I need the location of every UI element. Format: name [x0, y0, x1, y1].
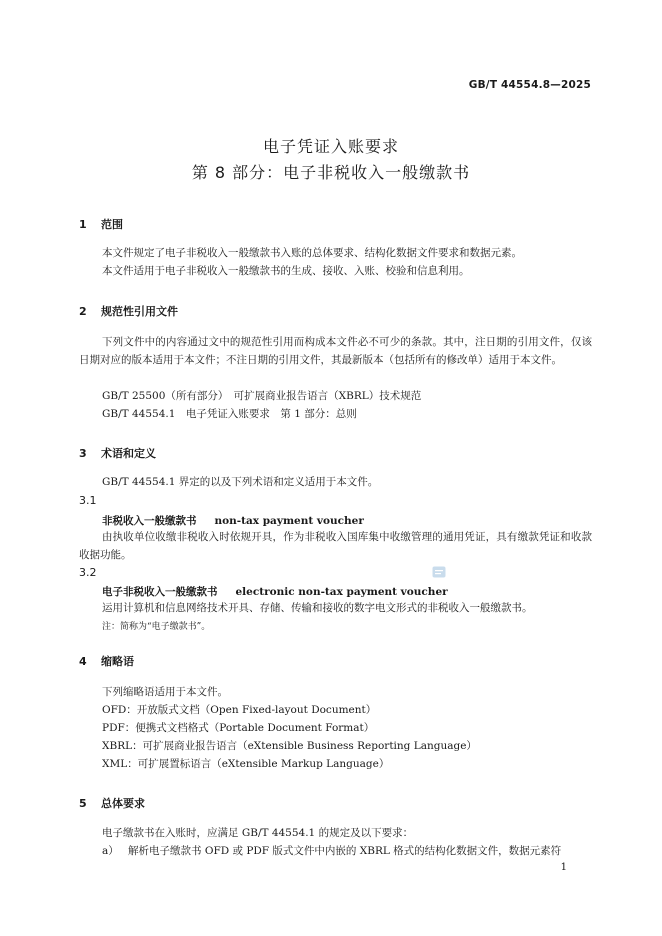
- term-entry: [102, 584, 448, 599]
- section-4-heading: [79, 653, 134, 669]
- list-item-label: a）: [102, 845, 119, 857]
- paragraph: 本文件适用于电子非税收入一般缴款书的生成、接收、入账、校验和信息利用。: [102, 265, 470, 277]
- watermark-icon: [432, 566, 446, 578]
- term-note: 注：简称为“电子缴款书”。: [102, 622, 211, 632]
- term-number: 3.2: [79, 566, 97, 579]
- paragraph: 电子缴款书在入账时，应满足 GB/T 44554.1 的规定及以下要求：: [102, 827, 414, 839]
- term-entry: [102, 513, 364, 528]
- term-chinese: 非税收入一般缴款书: [102, 515, 197, 527]
- section-5-heading: [79, 795, 145, 811]
- normative-reference: GB/T 44554.1 电子凭证入账要求 第 1 部分：总则: [102, 408, 357, 420]
- section-3-heading: [79, 445, 156, 461]
- section-number: 2: [79, 305, 87, 318]
- paragraph: GB/T 44554.1 界定的以及下列术语和定义适用于本文件。: [102, 476, 379, 488]
- abbreviation-item: XBRL：可扩展商业报告语言（eXtensible Business Reporting Language）: [102, 740, 477, 752]
- normative-reference: GB/T 25500（所有部分） 可扩展商业报告语言（XBRL）技术规范: [102, 390, 422, 402]
- section-number: 5: [79, 797, 87, 810]
- abbreviation-item: XML：可扩展置标语言（eXtensible Markup Language）: [102, 758, 390, 770]
- abbreviation-item: OFD：开放版式文档（Open Fixed-layout Document）: [102, 704, 377, 716]
- page-number: 1: [560, 862, 567, 873]
- list-item-text: 解析电子缴款书 OFD 或 PDF 版式文件中内嵌的 XBRL 格式的结构化数据文件，数据元素符: [128, 845, 562, 857]
- paragraph: 下列缩略语适用于本文件。: [102, 686, 228, 698]
- term-english: non-tax payment voucher: [214, 515, 364, 527]
- term-chinese: 电子非税收入一般缴款书: [102, 586, 218, 598]
- section-number: 4: [79, 655, 87, 668]
- abbreviation-item: PDF：便携式文档格式（Portable Document Format）: [102, 722, 375, 734]
- section-2-heading: [79, 303, 178, 319]
- section-title: 缩略语: [101, 655, 134, 668]
- document-title: 电子凭证入账要求: [262, 137, 399, 156]
- section-1-heading: [79, 216, 123, 232]
- term-number: 3.1: [79, 494, 97, 507]
- section-title: 规范性引用文件: [101, 305, 178, 318]
- standard-number: GB/T 44554.8—2025: [468, 79, 591, 91]
- term-definition: 由执收单位收缴非税收入时依规开具，作为非税收入国库集中收缴管理的通用凭证，具有缴款凭证和收款收据功能。: [79, 531, 592, 561]
- document-subtitle: 第 8 部分：电子非税收入一般缴款书: [191, 163, 471, 182]
- section-title: 总体要求: [101, 797, 145, 810]
- paragraph: 下列文件中的内容通过文中的规范性引用而构成本文件必不可少的条款。其中，注日期的引用文件，仅该日期对应的版本适用于本文件；不注日期的引用文件，其最新版本（包括所有的修改单）适用于本文件。: [79, 336, 592, 366]
- list-item: [102, 843, 561, 858]
- section-title: 术语和定义: [101, 447, 156, 460]
- term-definition: 运用计算机和信息网络技术开具、存储、传输和接收的数字电文形式的非税收入一般缴款书。: [102, 602, 533, 614]
- section-number: 1: [79, 218, 87, 231]
- section-number: 3: [79, 447, 87, 460]
- section-title: 范围: [101, 218, 123, 231]
- term-english: electronic non-tax payment voucher: [235, 586, 448, 598]
- paragraph: 本文件规定了电子非税收入一般缴款书入账的总体要求、结构化数据文件要求和数据元素。: [102, 247, 522, 259]
